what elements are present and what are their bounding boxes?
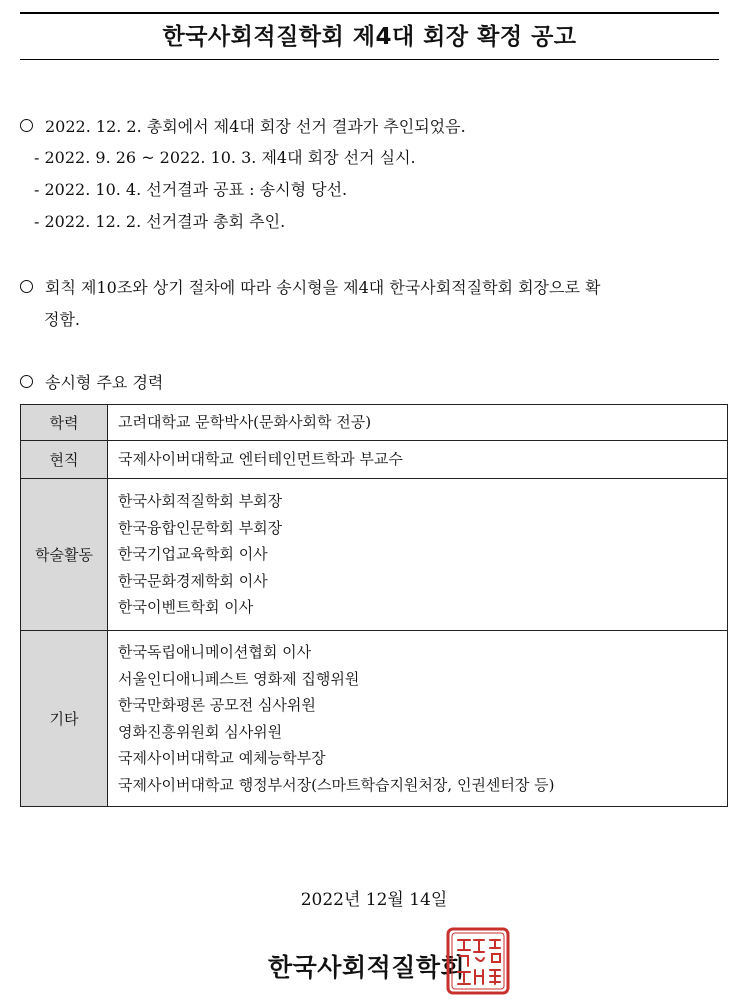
organization-name: 한국사회적질학회: [268, 953, 466, 982]
row-label: 학술활동: [21, 479, 108, 631]
bullet-circle-icon: [20, 280, 33, 293]
section2-line2: 정함.: [44, 310, 80, 329]
career-entry: 국제사이버대학교 엔터테인먼트학과 부교수: [118, 450, 403, 469]
section1-item: [34, 209, 285, 232]
bullet-circle-icon: [20, 375, 33, 388]
career-entry: 고려대학교 문학박사(문화사회학 전공): [118, 413, 372, 432]
row-content: [108, 405, 728, 441]
career-entry: 한국문화경제학회 이사: [118, 571, 268, 590]
section2-line1-text: 회칙 제10조와 상기 절차에 따라 송시형을 제4대 한국사회적질학회 회장으로 확: [45, 278, 601, 297]
dash-marker: -: [34, 212, 40, 231]
row-content: [108, 479, 728, 631]
career-entry: 한국융합인문학회 부회장: [118, 518, 283, 537]
bullet-circle-icon: [20, 119, 33, 132]
section1-item: [34, 177, 347, 200]
top-rule: [20, 12, 719, 14]
section1-heading: [20, 114, 466, 137]
section3-heading-text: 송시형 주요 경력: [45, 373, 164, 392]
page-title: 한국사회적질학회 제4대 회장 확정 공고: [162, 24, 577, 50]
career-entry: 한국독립애니메이션협회 이사: [118, 643, 312, 661]
table-row: [21, 631, 728, 807]
row-content: [108, 441, 728, 479]
career-entry: 한국기업교육학회 이사: [118, 545, 268, 564]
career-table: [20, 404, 728, 807]
table-row: [21, 479, 728, 631]
announcement-date: 2022년 12월 14일: [300, 890, 448, 910]
official-seal-icon: [444, 926, 512, 996]
section1-item: [34, 145, 416, 168]
title-underline: [20, 59, 719, 60]
career-entry: 국제사이버대학교 행정부서장(스마트학습지원처장, 인권센터장 등): [118, 775, 555, 794]
table-row: [21, 405, 728, 441]
row-label: 기타: [21, 631, 108, 807]
dash-marker: -: [34, 180, 40, 199]
career-entry: 서울인디애니페스트 영화제 집행위원: [118, 669, 360, 688]
section1-item-text: 2022. 9. 26 ~ 2022. 10. 3. 제4대 회장 선거 실시.: [44, 148, 416, 167]
career-entry: 한국사회적질학회 부회장: [118, 492, 283, 511]
section1-heading-text: 2022. 12. 2. 총회에서 제4대 회장 선거 결과가 추인되었음.: [45, 117, 466, 136]
section1-item-text: 2022. 10. 4. 선거결과 공표 : 송시형 당선.: [44, 180, 348, 199]
career-entry: 영화진흥위원회 심사위원: [118, 722, 283, 741]
career-entry: 한국이벤트학회 이사: [118, 598, 254, 617]
career-entry: 국제사이버대학교 예체능학부장: [118, 749, 326, 767]
section3-heading: [20, 370, 163, 393]
row-content: [108, 631, 728, 807]
row-label: 학력: [21, 405, 108, 441]
section2-line1: [20, 275, 600, 298]
dash-marker: -: [34, 148, 40, 167]
table-row: [21, 441, 728, 479]
row-label: 현직: [21, 441, 108, 479]
career-entry: 한국만화평론 공모전 심사위원: [118, 696, 316, 714]
section1-item-text: 2022. 12. 2. 선거결과 총회 추인.: [44, 212, 286, 231]
